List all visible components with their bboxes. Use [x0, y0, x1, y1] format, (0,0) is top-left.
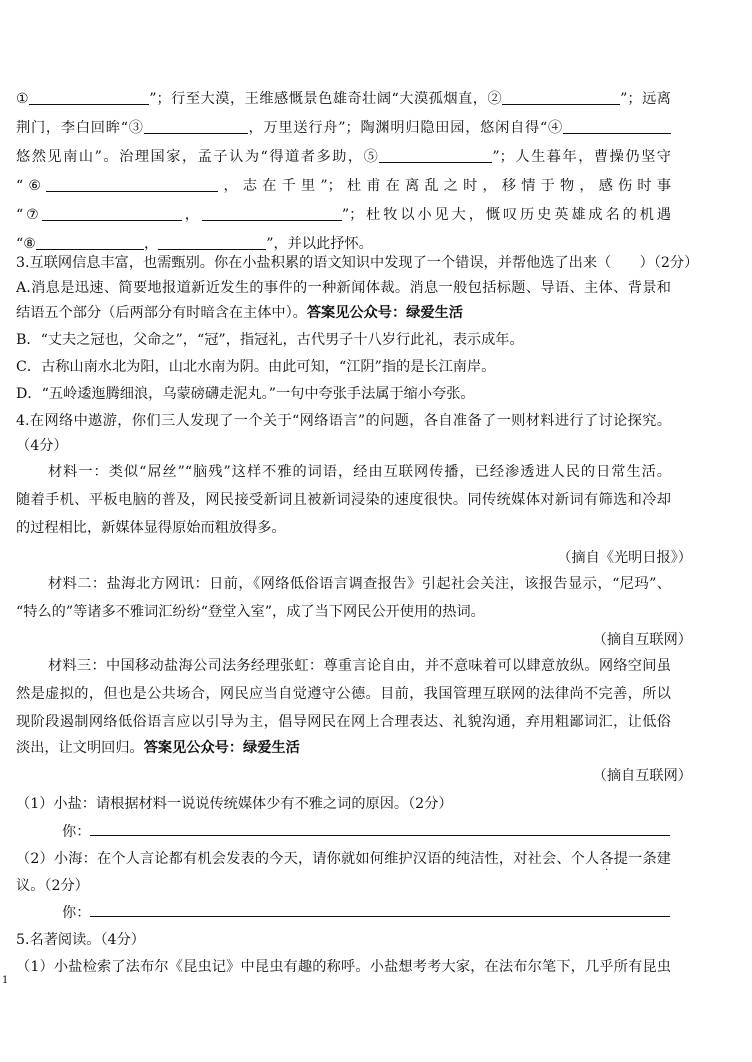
question-3-option-c: C．古称山南水北为阳，山北水南为阴。由此可知，“江阴”指的是长江南岸。 [16, 359, 496, 375]
watermark-text: 答案见公众号：绿爱生活 [143, 740, 300, 756]
answer-line-1[interactable] [90, 835, 670, 836]
emphasis-dot: · [605, 865, 609, 876]
material-3-source: （摘自互联网） [592, 768, 692, 784]
answer-line-2[interactable] [90, 916, 670, 917]
fill-blank-line-4: “⑥ ，志在千里”；杜甫在离乱之时，移情于物，感伤时事 [16, 178, 671, 194]
question-4-sub-2-line2: 议。（2分） [16, 878, 89, 894]
answer-blank-7a[interactable] [42, 206, 182, 221]
material-3-line3: 现阶段遏制网络低俗语言应以引导为主，倡导网民在网上合理表达、礼貌沟通，弃用粗鄙词汇，让低俗 [16, 714, 671, 730]
question-4-sub-1: （1）小盐：请根据材料一说说传统媒体少有不雅之词的原因。（2分） [16, 796, 453, 812]
material-2-line2: “特么的”等诸多不雅词汇纷纷“登堂入室”，成了当下网民公开使用的热词。 [16, 604, 485, 620]
fill-blank-line-1: ① ”；行至大漠，王维感慨景色雄奇壮阔“大漠孤烟直，② ”；远离 [16, 91, 671, 107]
question-3-option-a-line1: A.消息是迅速、简要地报道新近发生的事件的一种新闻体裁。消息一般包括标题、导语、主体、背景和 [16, 280, 671, 296]
answer-blank-4[interactable] [563, 119, 671, 134]
question-3-option-d: D．“五岭逶迤腾细浪，乌蒙磅礴走泥丸。”一句中夸张手法属于缩小夸张。 [16, 386, 475, 402]
question-4-sub-2-line1: （2）小海：在个人言论都有机会发表的今天，请你就如何维护汉语的纯洁性，对社会、个人各提一条建 [16, 851, 671, 867]
material-2-line1: 材料二：盐海北方网讯：日前，《网络低俗语言调查报告》引起社会关注，该报告显示，“尼玛”、 [48, 576, 671, 592]
answer-blank-8b[interactable] [158, 235, 266, 250]
fill-blank-line-6: “⑧ ， ”，并以此抒怀。 [16, 236, 373, 252]
material-2-source: （摘自互联网） [592, 632, 692, 648]
page-marker: 1 [2, 975, 9, 986]
question-3-option-a-line2: 结语五个部分（后两部分有时暗含在主体中）。答案见公众号：绿爱生活 [16, 305, 463, 321]
question-5-stem: 5.名著阅读。（4分） [16, 932, 145, 948]
answer-blank-3[interactable] [144, 119, 248, 134]
fill-blank-line-5: “⑦ ， ”；杜牧以小见大，慨叹历史英雄成名的机遇 [16, 207, 671, 223]
material-3-line4: 淡出，让文明回归。答案见公众号：绿爱生活 [16, 740, 300, 756]
answer-blank-6[interactable] [46, 177, 218, 192]
answer-label-2: 你： [62, 905, 91, 921]
fill-blank-line-3: 悠然见南山”。治理国家，孟子认为“得道者多助，⑤ ”；人生暮年，曹操仍坚守 [16, 149, 671, 165]
fill-blank-line-2: 荆门，李白回眸“③ ，万里送行舟”；陶渊明归隐田园，悠闲自得“④ [16, 118, 671, 138]
answer-label-1: 你： [62, 824, 91, 840]
material-3-line1: 材料三：中国移动盐海公司法务经理张虹：尊重言论自由，并不意味着可以肆意放纵。网络空间虽 [48, 658, 671, 674]
answer-blank-5[interactable] [379, 148, 492, 163]
material-1-line2: 随着手机、平板电脑的普及，网民接受新词且被新词浸染的速度很快。同传统媒体对新词有筛选和冷却 [16, 492, 671, 508]
question-5-sub-1: （1）小盐检索了法布尔《昆虫记》中昆虫有趣的称呼。小盐想考考大家，在法布尔笔下，几乎所有昆虫 [16, 959, 671, 975]
answer-blank-8a[interactable] [36, 235, 144, 250]
question-3-stem: 3.互联网信息丰富，也需甄别。你在小盐积累的语文知识中发现了一个错误，并帮他选了出来（ ）（2分） [16, 255, 699, 271]
material-1-line1: 材料一：类似“屌丝”“脑残”这样不雅的词语，经由互联网传播，已经渗透进人民的日常生活。 [48, 464, 671, 480]
question-4-score: （4分） [16, 438, 68, 454]
answer-blank-1[interactable] [29, 90, 149, 105]
question-3-option-b: B．“丈夫之冠也，父命之”，“冠”，指冠礼，古代男子十八岁行此礼，表示成年。 [16, 332, 524, 348]
material-1-line3: 的过程相比，新媒体显得原始而粗放得多。 [16, 520, 286, 536]
answer-blank-2[interactable] [502, 90, 620, 105]
watermark-text: 答案见公众号：绿爱生活 [306, 305, 463, 321]
material-3-line2: 然是虚拟的，但也是公共场合，网民应当自觉遵守公德。目前，我国管理互联网的法律尚不完善，所以 [16, 686, 671, 702]
material-1-source: （摘自《光明日报》） [557, 550, 692, 566]
answer-blank-7b[interactable] [202, 206, 342, 221]
question-4-stem: 4.在网络中遨游，你们三人发现了一个关于“网络语言”的问题，各自准备了一则材料进行了讨论探究。 [16, 413, 671, 429]
